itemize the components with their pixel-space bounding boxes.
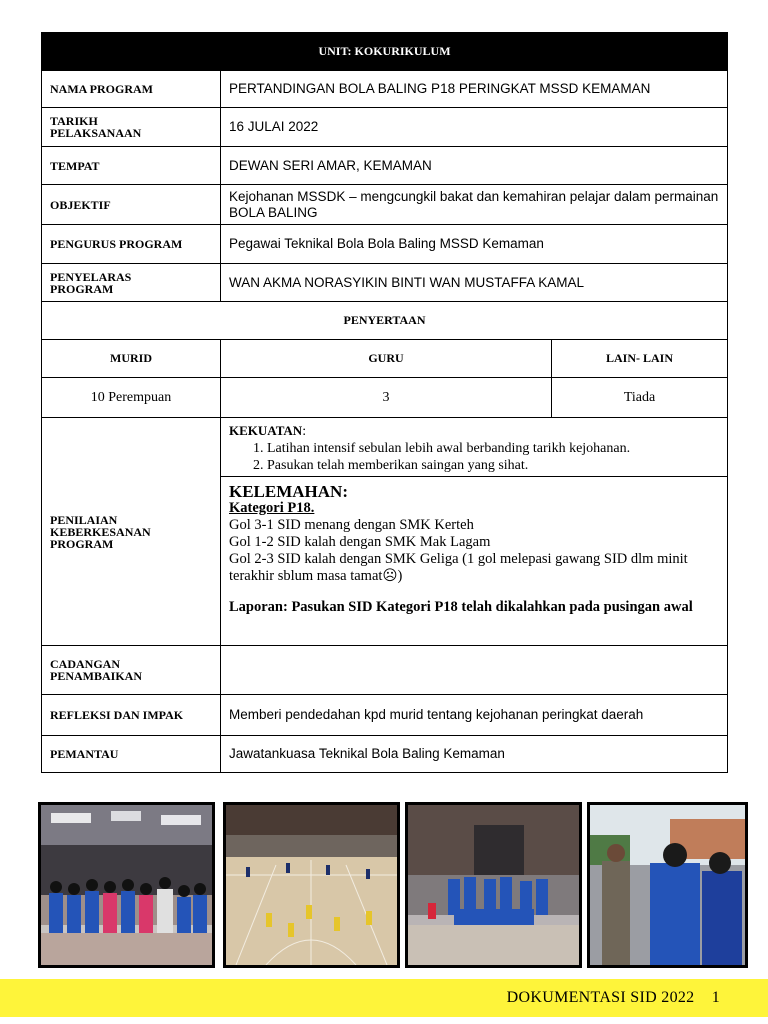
label-nama-program: NAMA PROGRAM: [42, 71, 221, 108]
label-penilaian-line3: PROGRAM: [50, 536, 114, 551]
label-tarikh-line2: PELAKSANAAN: [50, 126, 142, 140]
label-tarikh-line1: TARIKH: [50, 114, 98, 128]
row-penyelaras: [42, 264, 728, 302]
row-tempat: [42, 147, 728, 185]
footer-band: [0, 979, 768, 1017]
row-nama-program: [42, 71, 728, 108]
row-cadangan: [42, 646, 728, 695]
label-cadangan-line1: CADANGAN: [50, 657, 120, 671]
label-penyelaras-line2: PROGRAM: [50, 281, 114, 296]
kekuatan-cell: [221, 418, 728, 477]
kekuatan-heading: KEKUATAN:: [229, 423, 307, 439]
kekuatan-title: KEKUATAN: [229, 423, 303, 438]
photo-court-match: [223, 802, 400, 968]
label-pengurus: PENGURUS PROGRAM: [42, 225, 221, 264]
value-pengurus: Pegawai Teknikal Bola Bola Baling MSSD Kemaman: [221, 225, 728, 264]
row-pengurus: [42, 225, 728, 264]
value-murid: 10 Perempuan: [42, 378, 221, 418]
header-row: [42, 33, 728, 71]
label-pemantau: PEMANTAU: [42, 736, 221, 773]
report-table: [41, 32, 728, 773]
value-nama-program: PERTANDINGAN BOLA BALING P18 PERINGKAT MSSD KEMAMAN: [221, 71, 728, 108]
label-penyelaras: [42, 264, 221, 302]
kategori-label: Kategori P18.: [229, 500, 315, 516]
value-cadangan: [221, 646, 728, 695]
unit-header: UNIT: KOKURIKULUM: [42, 33, 728, 71]
label-objektif: OBJEKTIF: [42, 185, 221, 225]
label-tempat: TEMPAT: [42, 147, 221, 185]
label-cadangan: [42, 646, 221, 695]
label-refleksi: REFLEKSI DAN IMPAK: [42, 695, 221, 736]
value-objektif: Kejohanan MSSDK – mengcungkil bakat dan kemahiran pelajar dalam permainan BOLA BALING: [221, 185, 728, 225]
kelemahan-title: KELEMAHAN:: [229, 482, 348, 501]
photo-team-group: [38, 802, 215, 968]
value-tempat: DEWAN SERI AMAR, KEMAMAN: [221, 147, 728, 185]
photo-players-outdoor: [587, 802, 748, 968]
match-result: Gol 2-3 SID kalah dengan SMK Geliga (1 gol melepasi gawang SID dlm minit terakhir sblum masa tamat☹): [229, 551, 688, 584]
col-header-lain: LAIN- LAIN: [552, 340, 728, 378]
label-penilaian-line1: PENILAIAN: [50, 512, 118, 527]
row-kekuatan: [42, 418, 728, 477]
match-result: Gol 1-2 SID kalah dengan SMK Mak Lagam: [229, 534, 491, 550]
value-lain: Tiada: [552, 378, 728, 418]
label-penilaian-line2: KEBERKESANAN: [50, 524, 151, 539]
page-number: 1: [711, 989, 720, 1006]
row-penyertaan-title: [42, 302, 728, 340]
value-pemantau: Jawatankuasa Teknikal Bola Baling Kemaman: [221, 736, 728, 773]
kekuatan-list: [229, 440, 719, 474]
row-tarikh: [42, 108, 728, 147]
row-penyertaan-headers: [42, 340, 728, 378]
row-penyertaan-values: [42, 378, 728, 418]
footer-text: [507, 989, 720, 1007]
footer-title: DOKUMENTASI SID 2022: [506, 989, 695, 1006]
kekuatan-item: 1. Latihan intensif sebulan lebih awal berbanding tarikh kejohanan.: [267, 440, 719, 457]
label-penyelaras-line1: PENYELARAS: [50, 269, 132, 284]
row-objektif: [42, 185, 728, 225]
label-tarikh: [42, 108, 221, 147]
value-penyelaras: WAN AKMA NORASYIKIN BINTI WAN MUSTAFFA KAMAL: [221, 264, 728, 302]
photo-team-seated: [405, 802, 582, 968]
value-guru: 3: [221, 378, 552, 418]
value-refleksi: Memberi pendedahan kpd murid tentang kejohanan peringkat daerah: [221, 695, 728, 736]
kelemahan-cell: [221, 477, 728, 646]
label-cadangan-line2: PENAMBAIKAN: [50, 669, 142, 683]
laporan-text: Laporan: Pasukan SID Kategori P18 telah dikalahkan pada pusingan awal: [229, 599, 693, 615]
row-pemantau: [42, 736, 728, 773]
col-header-murid: MURID: [42, 340, 221, 378]
kekuatan-item: 2. Pasukan telah memberikan saingan yang sihat.: [267, 457, 719, 474]
label-penilaian: [42, 418, 221, 646]
penyertaan-title: PENYERTAAN: [42, 302, 728, 340]
value-tarikh: 16 JULAI 2022: [221, 108, 728, 147]
photo-strip: [38, 802, 748, 968]
match-result: Gol 3-1 SID menang dengan SMK Kerteh: [229, 517, 474, 533]
row-refleksi: [42, 695, 728, 736]
col-header-guru: GURU: [221, 340, 552, 378]
